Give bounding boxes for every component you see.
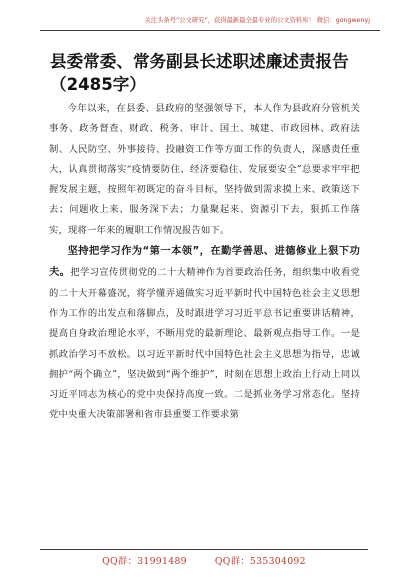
paragraph-text: 今年以来，在县委、县政府的坚强领导下，本人作为县政府分管机关事务、政务督查、财政、税务、审计、国土、城建、市政园林、政府法制、人民防空、外事接待、投融资工作等方面工作的负责人，深感责任重大，认真贯彻落实“疫情要防住、经济要稳住、发展要安全”总要求牢牢把握发展主题，按照年初既定的奋斗目标，坚持做到需求摸上来、政策送下去；问题收上来、服务深下去；力量聚起来、资源引下去，狠抓工作落实，现将一年来的履职工作情况报告如下。 (49, 103, 360, 236)
footer-contacts (40, 553, 368, 567)
footer-qq-group-1: QQ群：31991489 (102, 556, 187, 567)
page-header (40, 8, 380, 31)
paragraph-lead: 坚持把学习作为“第一本领”，在勤学善思、进德修业上狠下功夫。 (49, 245, 360, 279)
paragraph-text: 把学习宣传贯彻党的二十大精神作为首要政治任务，组织集中收看党的二十大开幕盛况，将学懂弄通做实习近平新时代中国特色社会主义思想作为工作的出发点和落脚点，及时跟进学习习近平总书记重要讲话精神，提高自身政治理论水平，不断用党的最新理论、最新观点指导工作。一是抓政治学习不放松。以习近平新时代中国特色社会主义思想为指导，忠诚拥护“两个确立”，坚决做到“两个维护”，时刻在思想上政治上行动上同以习近平同志为核心的党中央保持高度一致。二是抓业务学习常态化。坚持党中央重大决策部署和省市县重要工作要求第 (49, 267, 360, 421)
header-note: 关注头条号“公文研究”，获得最新最全最专业的公文资料库！ 微信：gongwenyj (144, 17, 370, 24)
document-body (49, 99, 360, 426)
page-footer (40, 549, 368, 567)
document-title: 县委常委、常务副县长述职述廉述责报告（2485字） (50, 52, 349, 94)
footer-qq-group-2: QQ群：535304092 (214, 556, 306, 567)
paragraph-intro (49, 99, 360, 241)
paragraph-study (49, 241, 360, 426)
